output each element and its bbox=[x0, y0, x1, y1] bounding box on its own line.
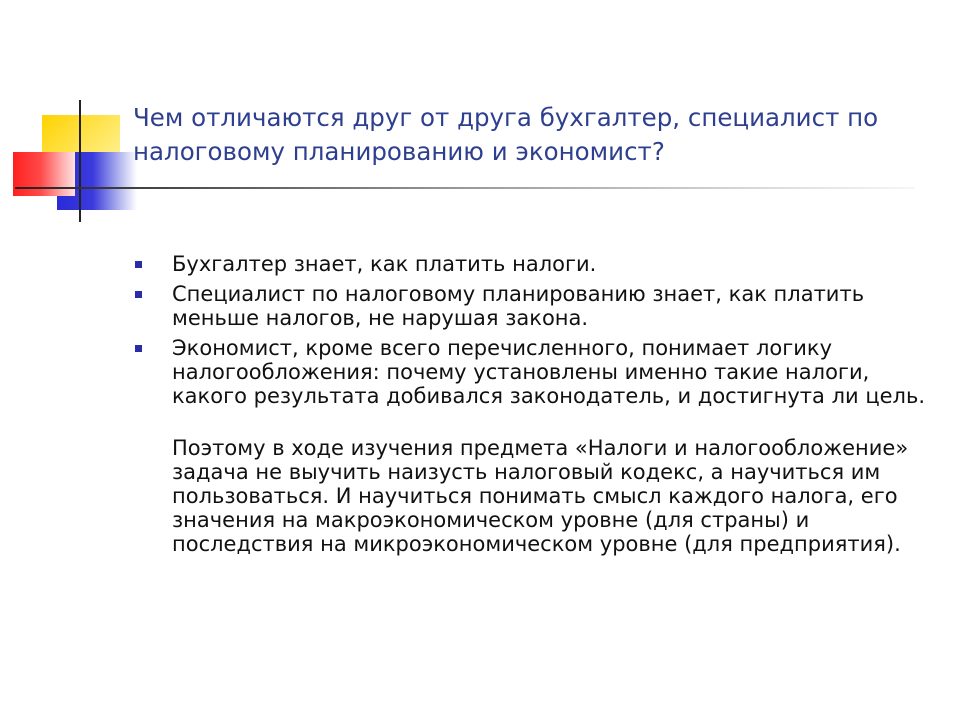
decorative-squares bbox=[0, 0, 150, 230]
square-bullet-icon bbox=[135, 291, 142, 298]
bullet-list bbox=[133, 252, 933, 408]
bullet-text: Специалист по налоговому планированию знает, как платить меньше налогов, не нарушая закона. bbox=[172, 282, 865, 330]
square-bullet-icon bbox=[135, 261, 142, 268]
slide-title: Чем отличаются друг от друга бухгалтер, специалист по налоговому планированию и экономист? bbox=[133, 103, 879, 166]
slide-body bbox=[133, 252, 933, 556]
bullet-text: Экономист, кроме всего перечисленного, понимает логику налогообложения: почему установлены именно такие налоги, какого результата добивался законодатель, и достигнута ли цель. bbox=[172, 336, 926, 408]
title-underline bbox=[15, 187, 915, 189]
square-bullet-icon bbox=[135, 345, 142, 352]
vertical-rule bbox=[79, 100, 81, 222]
bullet-item bbox=[133, 336, 933, 408]
bullet-item bbox=[133, 282, 933, 330]
red-square bbox=[13, 152, 75, 196]
bullet-item bbox=[133, 252, 933, 276]
summary-paragraph: Поэтому в ходе изучения предмета «Налоги и налогообложение» задача не выучить наизусть налоговый кодекс, а научиться им пользоваться. И научиться понимать смысл каждого налога, его значения на макроэкономическом уровне (для страны) и последствия на микроэкономическом уровне (для предприятия). bbox=[172, 436, 909, 556]
bullet-text: Бухгалтер знает, как платить налоги. bbox=[172, 252, 597, 276]
